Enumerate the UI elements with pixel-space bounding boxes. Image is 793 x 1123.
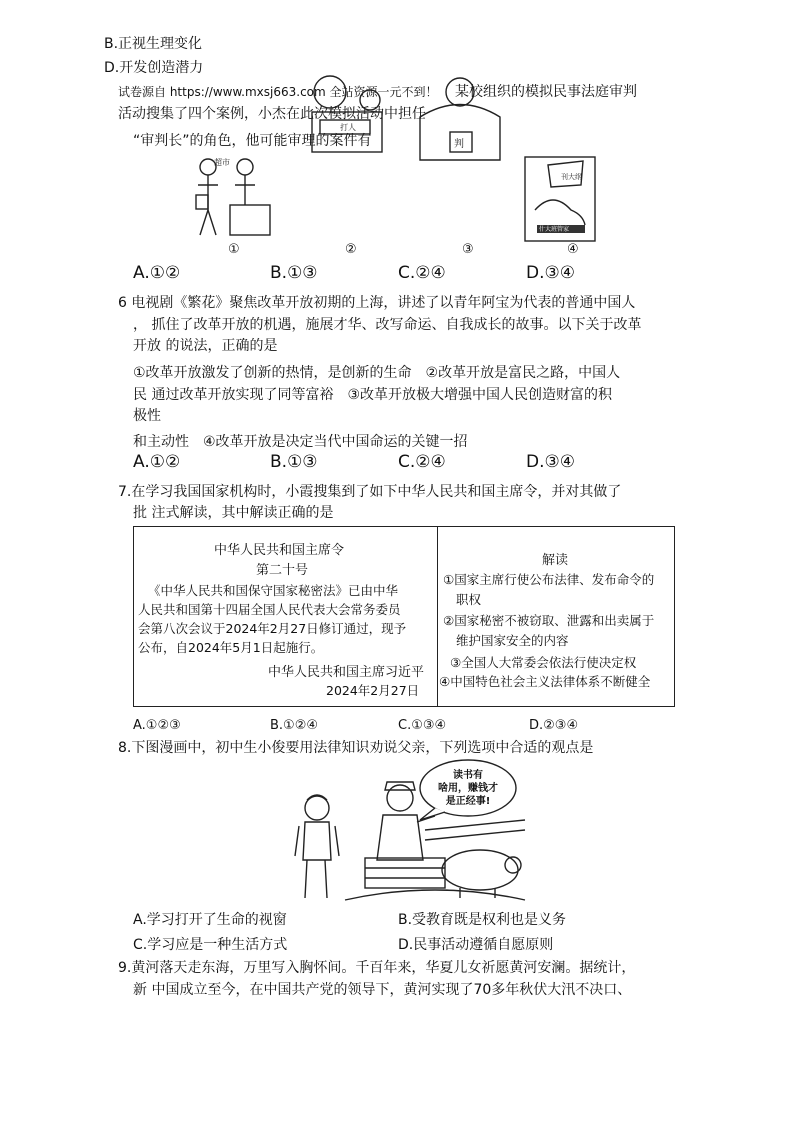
q7-line1: 7.在学习我国国家机构时，小霞搜集到了如下中华人民共和国主席令，并对其做了 <box>118 484 622 500</box>
table-divider <box>437 527 438 706</box>
cartoon-4-image <box>523 155 598 243</box>
q8-option-d[interactable]: D.民事活动遵循自愿原则 <box>398 937 554 953</box>
image-label-2: ② <box>345 242 357 257</box>
decree-title: 中华人民共和国主席令 <box>214 543 345 558</box>
cartoon-top-right-image <box>410 72 505 162</box>
q7-option-c[interactable]: C.①③④ <box>398 718 447 733</box>
q5-option-d[interactable]: D.③④ <box>526 263 575 283</box>
source-watermark-note: 试卷源自 https://www.mxsj663.com 全站资源一元不到！ <box>118 85 438 99</box>
q8-option-b[interactable]: B.受教育既是权利也是义务 <box>398 912 567 928</box>
image-label-4: ④ <box>567 242 579 257</box>
interpretation-1a: ①国家主席行使公布法律、发布命令的 <box>443 572 655 587</box>
prev-option-d: D.开发创造潜力 <box>104 60 204 76</box>
decree-body-3: 会第八次会议于2024年2月27日修订通过，现予 <box>138 621 407 636</box>
cartoon-text-3: 刊大纲 <box>561 173 582 181</box>
decree-number: 第二十号 <box>256 563 309 578</box>
q7-option-b[interactable]: B.①②④ <box>270 718 319 733</box>
interpretation-1b: 职权 <box>456 592 482 607</box>
q6-statement-3: 极性 <box>133 408 161 424</box>
prev-option-b: B.正视生理变化 <box>104 36 203 52</box>
q9-line2: 新 中国成立至今，在中国共产党的领导下，黄河实现了70多年秋伏大汛不决口、 <box>133 982 632 998</box>
q8-line1: 8.下图漫画中，初中生小俊要用法律知识劝说父亲，下列选项中合适的观点是 <box>118 740 594 756</box>
q5-option-b[interactable]: B.①③ <box>270 263 318 283</box>
q5-option-c[interactable]: C.②④ <box>398 263 446 283</box>
q7-line2: 批 注式解读，其中解读正确的是 <box>133 505 334 521</box>
q6-statement-1: ①改革开放激发了创新的热情，是创新的生命 ②改革开放是富民之路，中国人 <box>133 365 621 381</box>
q8-cartoon-image <box>285 760 530 905</box>
cartoon-text-0: 超市 <box>214 158 230 167</box>
decree-signature: 中华人民共和国主席习近平 <box>268 665 425 680</box>
interpretation-2a: ②国家秘密不被窃取、泄露和出卖属于 <box>443 613 655 628</box>
q6-line1: 6 电视剧《繁花》聚焦改革开放初期的上海，讲述了以青年阿宝为代表的普通中国人 <box>118 295 636 311</box>
bubble-line-3: 是正经事! <box>445 796 491 807</box>
q6-option-b[interactable]: B.①③ <box>270 452 318 472</box>
q9-line1: 9.黄河落天走东海，万里写入胸怀间。千百年来，华夏儿女祈愿黄河安澜。据统计， <box>118 960 636 976</box>
q8-option-c[interactable]: C.学习应是一种生活方式 <box>133 937 288 953</box>
image-label-1: ① <box>228 242 240 257</box>
q6-option-d[interactable]: D.③④ <box>526 452 575 472</box>
decree-body-1: 《中华人民共和国保守国家秘密法》已由中华 <box>148 583 399 598</box>
interpretation-3: ③全国人大常委会依法行使决定权 <box>450 655 637 670</box>
interpretation-title: 解读 <box>542 553 569 568</box>
q5-option-a[interactable]: A.①② <box>133 263 181 283</box>
q5-line3: “审判长”的角色，他可能审理的案件有 <box>133 133 372 149</box>
decree-body-2: 人民共和国第十四届全国人民代表大会常务委员 <box>138 602 401 617</box>
q6-statement-2: 民 通过改革开放实现了同等富裕 ③改革开放极大增强中国人民创造财富的积 <box>133 387 612 403</box>
q7-option-d[interactable]: D.②③④ <box>529 718 579 733</box>
decree-date: 2024年2月27日 <box>326 683 420 698</box>
cartoon-text-1: 打人 <box>340 123 356 132</box>
q6-option-c[interactable]: C.②④ <box>398 452 446 472</box>
cartoon-text-4: 什大班管家 <box>539 226 570 233</box>
image-label-3: ③ <box>462 242 474 257</box>
cartoon-top-left-image <box>300 72 395 162</box>
bubble-line-1: 读书有 <box>453 770 483 781</box>
cartoon-1-image <box>190 155 280 240</box>
q6-line3: 开放 的说法，正确的是 <box>133 338 278 354</box>
q8-option-a[interactable]: A.学习打开了生命的视窗 <box>133 912 287 928</box>
q7-option-a[interactable]: A.①②③ <box>133 718 181 733</box>
q6-statement-4: 和主动性 ④改革开放是决定当代中国命运的关键一招 <box>133 434 468 450</box>
interpretation-2b: 维护国家安全的内容 <box>456 633 569 648</box>
interpretation-4: ④中国特色社会主义法律体系不断健全 <box>439 674 651 689</box>
q5-line2: 活动搜集了四个案例，小杰在此次模拟活动中担任 <box>118 106 426 122</box>
q6-option-a[interactable]: A.①② <box>133 452 181 472</box>
cartoon-text-2: 判 <box>454 139 464 150</box>
q6-line2: ， 抓住了改革开放的机遇，施展才华、改写命运、自我成长的故事。以下关于改革 <box>133 317 642 333</box>
decree-body-4: 公布，自2024年5月1日起施行。 <box>138 640 324 655</box>
bubble-line-2: 啥用，赚钱才 <box>438 783 498 794</box>
q5-line1: 某校组织的模拟民事法庭审判 <box>455 84 637 100</box>
decree-table <box>133 526 675 707</box>
